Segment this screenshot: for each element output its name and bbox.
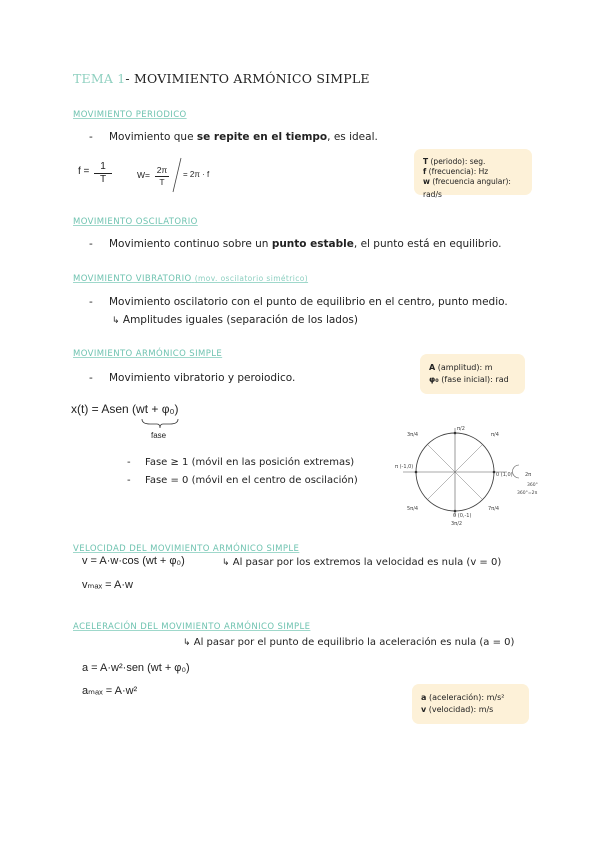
label-bottom2: 3π/2 <box>451 521 463 527</box>
arrow-icon: ↳ <box>183 638 191 648</box>
note-text: Al pasar por el punto de equilibrio la aceleración es nula (a = 0) <box>193 637 515 648</box>
heading-vibratorio <box>73 274 308 284</box>
bullet-text: Movimiento oscilatorio con el punto de equilibrio en el centro, punto medio. <box>109 296 508 308</box>
equation-velocity: v = A·w·cos (wt + φ₀) <box>82 555 185 567</box>
w-numerator: 2π <box>156 165 168 175</box>
note-line <box>429 373 516 386</box>
rotation-arrow <box>513 465 520 478</box>
w-denominator: T <box>159 177 165 187</box>
note-text: (frecuencia): Hz <box>426 167 489 176</box>
bullet-text-end: , es ideal. <box>327 131 378 143</box>
label-bottom-left: 5π/4 <box>407 506 419 512</box>
note-bold: φ₀ <box>429 375 439 384</box>
label-top-left: 3π/4 <box>407 432 419 438</box>
arrow-icon: ↳ <box>222 558 230 568</box>
heading-oscilatorio: MOVIMIENTO OSCILATORIO <box>73 217 198 227</box>
bullet-bold: punto estable <box>271 238 354 250</box>
aceleracion-note <box>183 637 514 648</box>
brace-label: fase <box>151 431 167 440</box>
note-text: (fase inicial): rad <box>438 375 509 384</box>
velocidad-note <box>222 557 501 568</box>
item-text: Fase = 0 (móvil en el centro de oscilación) <box>145 475 358 486</box>
formula-frequency <box>78 166 89 177</box>
point-bottom <box>454 510 457 513</box>
w-fraction <box>155 165 169 188</box>
point-top <box>454 432 457 435</box>
note-periodo <box>414 149 532 199</box>
bullet-text: Movimiento vibratorio y peroiodico. <box>109 372 296 384</box>
point-zero <box>493 471 496 474</box>
title-tema: TEMA 1 <box>73 71 126 86</box>
label-deg2: 360°=2π <box>517 491 538 496</box>
bullet-dash: - <box>89 238 93 250</box>
note-text: (aceleración): m/s² <box>426 693 505 702</box>
bullet-text-end: , el punto está en equilibrio. <box>353 238 502 250</box>
bullet-bold: se repite en el tiempo <box>196 131 328 143</box>
heading-vibratorio-sub: (mov. oscilatorio simétrico) <box>194 274 309 283</box>
f-denominator: T <box>99 174 107 185</box>
title-rest: - MOVIMIENTO ARMÓNICO SIMPLE <box>125 71 370 86</box>
sub-text: Amplitudes iguales (separación de los lados) <box>122 314 358 326</box>
w-rhs: = 2π · f <box>183 170 210 179</box>
equation-position: x(t) = Asen (wt + φ₀) <box>71 402 179 416</box>
unit-circle-diagram <box>395 420 565 530</box>
note-bold: w <box>423 177 430 186</box>
bullet-dash: - <box>89 372 93 384</box>
note-text: (periodo): seg. <box>428 157 486 166</box>
label-top: π/2 <box>457 426 465 432</box>
equation-acceleration: a = A·w²·sen (wt + φ₀) <box>82 662 190 674</box>
point-pi <box>415 471 418 474</box>
bullet-oscilatorio <box>89 238 501 250</box>
note-line <box>421 703 520 716</box>
page-title <box>73 71 370 86</box>
slash-mark <box>170 156 184 194</box>
bullet-text: Movimiento que <box>109 131 197 143</box>
label-bottom-right: 7π/4 <box>488 506 500 512</box>
w-lhs: W= <box>137 170 150 180</box>
f-fraction <box>94 161 112 186</box>
f-lhs: f = <box>78 166 90 177</box>
note-bold: f <box>423 167 427 176</box>
note-text: Al pasar por los extremos la velocidad es nula (v = 0) <box>232 557 502 568</box>
bullet-dash: - <box>89 131 93 143</box>
note-bold: A <box>429 363 436 372</box>
bullet-mas <box>89 372 295 384</box>
note-bold: a <box>421 693 427 702</box>
arrow-icon: ↳ <box>112 316 120 326</box>
label-right: 0 (1,0) <box>496 472 513 478</box>
note-text: (velocidad): m/s <box>426 705 494 714</box>
equation-amax: aₘₐₓ = A·w² <box>82 685 138 697</box>
label-bottom: 0 (0,-1) <box>453 513 472 519</box>
label-right-extra: 2π <box>525 472 532 478</box>
bullet-vibratorio <box>89 296 508 308</box>
label-left: π (-1,0) <box>395 464 414 470</box>
fase-item <box>127 457 354 468</box>
sub-vibratorio <box>112 314 358 326</box>
equation-vmax: vₘₐₓ = A·w <box>82 579 133 591</box>
item-dash: - <box>127 457 131 468</box>
fase-item <box>127 475 358 486</box>
note-text: (amplitud): m <box>435 363 493 372</box>
item-dash: - <box>127 475 131 486</box>
note-line <box>423 175 523 201</box>
note-bold: T <box>423 157 429 166</box>
label-deg1: 360° <box>527 483 538 488</box>
heading-aceleracion: ACELERACIÓN DEL MOVIMIENTO ARMÓNICO SIMPLE <box>73 622 311 632</box>
bullet-text: Movimiento continuo sobre un <box>109 238 272 250</box>
label-top-right: π/4 <box>491 432 499 438</box>
heading-vibratorio-text: MOVIMIENTO VIBRATORIO <box>73 274 192 284</box>
bullet-dash: - <box>89 296 93 308</box>
note-amplitud <box>420 354 525 394</box>
note-text: (frecuencia angular): rad/s <box>423 177 511 199</box>
brace-icon <box>140 417 180 429</box>
note-aceleracion <box>412 684 529 724</box>
heading-velocidad: VELOCIDAD DEL MOVIMIENTO ARMÓNICO SIMPLE <box>73 544 300 554</box>
heading-mas: MOVIMIENTO ARMÓNICO SIMPLE <box>73 349 223 359</box>
item-text: Fase ≥ 1 (móvil en las posición extremas) <box>145 457 355 468</box>
bullet-periodico <box>89 131 378 143</box>
f-numerator: 1 <box>94 161 112 174</box>
note-bold: v <box>421 705 427 714</box>
heading-periodico: MOVIMIENTO PERIODICO <box>73 110 187 120</box>
